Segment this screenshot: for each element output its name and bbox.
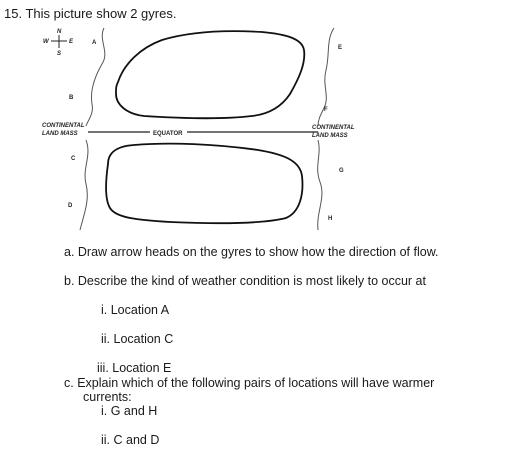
compass-east: E: [69, 39, 74, 45]
continental-right-line2: LAND MASS: [312, 133, 348, 139]
question-a: a. Draw arrow heads on the gyres to show how the direction of flow.: [64, 245, 439, 259]
compass-south: S: [57, 51, 62, 57]
southern-gyre: [106, 144, 302, 224]
continental-right-line1: CONTINENTAL: [312, 125, 355, 131]
location-h: H: [328, 216, 333, 222]
question-c-item-2: ii. C and D: [101, 433, 160, 447]
question-c-item-1: i. G and H: [101, 404, 158, 418]
question-b: b. Describe the kind of weather condition is most likely to occur at: [64, 274, 426, 288]
location-a: A: [92, 40, 97, 46]
continental-left-line1: CONTINENTAL: [42, 123, 85, 129]
question-c: c. Explain which of the following pairs of locations will have warmer: [64, 376, 435, 390]
continental-left-line2: LAND MASS: [42, 131, 78, 137]
left-coastline: [80, 28, 105, 230]
compass-north: N: [57, 29, 62, 35]
compass-rose: [43, 29, 74, 57]
location-e: E: [338, 45, 343, 51]
northern-gyre: [116, 31, 304, 118]
equator-label: EQUATOR: [153, 131, 183, 137]
question-b-item-2: ii. Location C: [101, 332, 174, 346]
gyres-diagram: [0, 20, 508, 242]
location-f: F: [324, 107, 328, 113]
question-b-item-3: iii. Location E: [97, 361, 172, 375]
location-g: G: [339, 168, 344, 174]
question-c-continued: currents:: [83, 390, 132, 404]
location-b: B: [69, 95, 74, 101]
question-title: 15. This picture show 2 gyres.: [4, 6, 177, 21]
compass-west: W: [43, 39, 49, 45]
location-d: D: [68, 203, 73, 209]
location-c: C: [71, 156, 76, 162]
question-b-item-1: i. Location A: [101, 303, 170, 317]
